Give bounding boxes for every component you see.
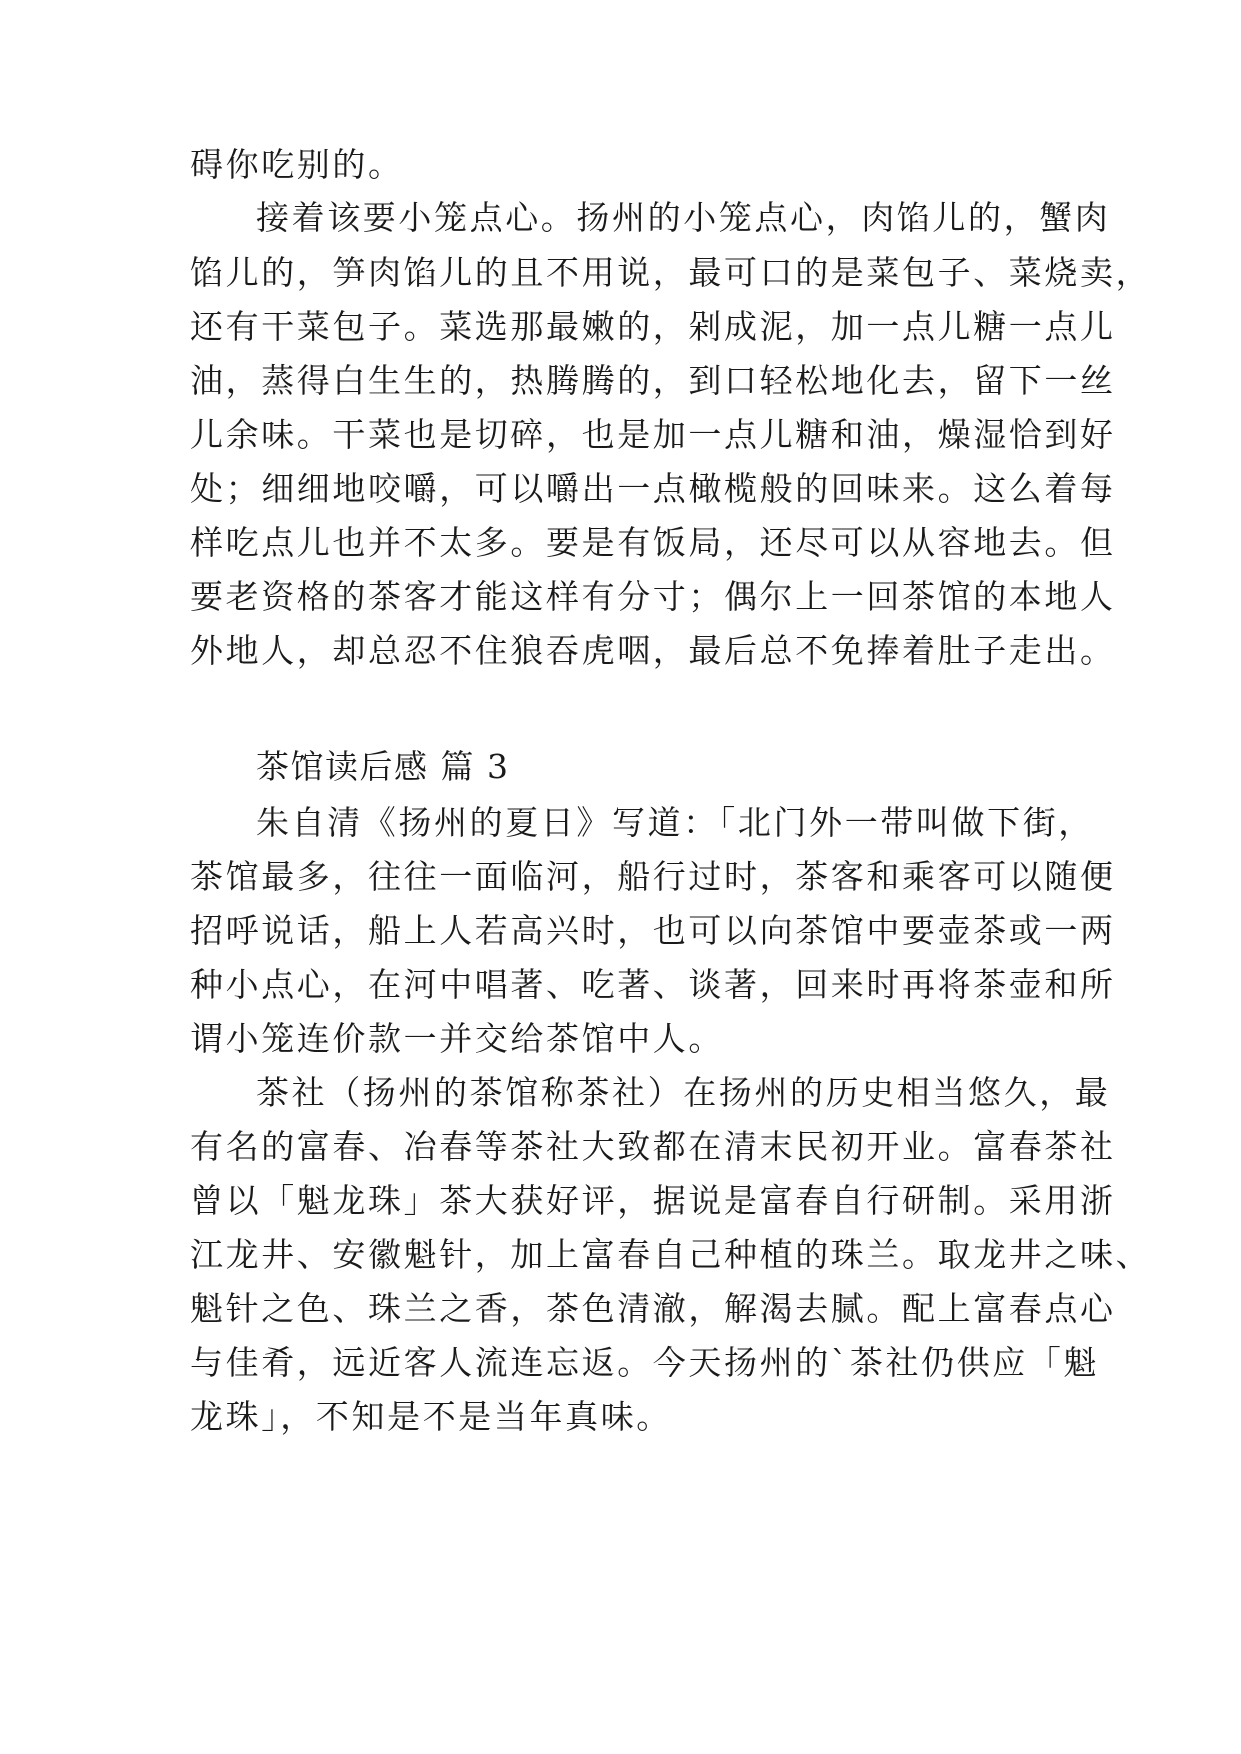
text-line: 油，蒸得白生生的，热腾腾的，到口轻松地化去，留下一丝 — [190, 361, 1116, 400]
text-line: 还有干菜包子。菜选那最嫩的，剁成泥，加一点儿糖一点儿 — [190, 307, 1116, 346]
paragraph-start-line: 茶社（扬州的茶馆称茶社）在扬州的历史相当悠久，最 — [256, 1073, 1111, 1112]
text-line: 龙珠」，不知是不是当年真味。 — [190, 1397, 672, 1436]
text-line: 江龙井、安徽魁针，加上富春自己种植的珠兰。取龙井之味、 — [190, 1235, 1152, 1274]
text-line: 招呼说话，船上人若高兴时，也可以向茶馆中要壶茶或一两 — [190, 911, 1116, 950]
text-line: 外地人，却总忍不住狼吞虎咽，最后总不免捧着肚子走出。 — [190, 631, 1116, 670]
section-heading: 茶馆读后感 篇 3 — [256, 747, 510, 786]
text-line: 魁针之色、珠兰之香，茶色清澈，解渴去腻。配上富春点心 — [190, 1289, 1116, 1328]
text-line: 与佳肴，远近客人流连忘返。今天扬州的`茶社仍供应「魁 — [190, 1343, 1100, 1382]
text-line: 儿余味。干菜也是切碎，也是加一点儿糖和油，燥湿恰到好 — [190, 415, 1116, 454]
paragraph-start-line: 朱自清《扬州的夏日》写道：「北门外一带叫做下街， — [256, 803, 1094, 842]
text-line: 茶馆最多，往往一面临河，船行过时，茶客和乘客可以随便 — [190, 857, 1116, 896]
text-line: 样吃点儿也并不太多。要是有饭局，还尽可以从容地去。但 — [190, 523, 1116, 562]
text-line: 要老资格的茶客才能这样有分寸；偶尔上一回茶馆的本地人 — [190, 577, 1116, 616]
text-line: 碍你吃别的。 — [190, 145, 404, 184]
paragraph-start-line: 接着该要小笼点心。扬州的小笼点心，肉馅儿的，蟹肉 — [256, 198, 1111, 237]
text-line: 种小点心，在河中唱著、吃著、谈著，回来时再将茶壶和所 — [190, 965, 1116, 1004]
text-line: 谓小笼连价款一并交给茶馆中人。 — [190, 1019, 724, 1058]
text-line: 处；细细地咬嚼，可以嚼出一点橄榄般的回味来。这么着每 — [190, 469, 1116, 508]
text-line: 有名的富春、冶春等茶社大致都在清末民初开业。富春茶社 — [190, 1127, 1116, 1166]
text-line: 馅儿的，笋肉馅儿的且不用说，最可口的是菜包子、菜烧卖， — [190, 253, 1152, 292]
text-line: 曾以「魁龙珠」茶大获好评，据说是富春自行研制。采用浙 — [190, 1181, 1116, 1220]
